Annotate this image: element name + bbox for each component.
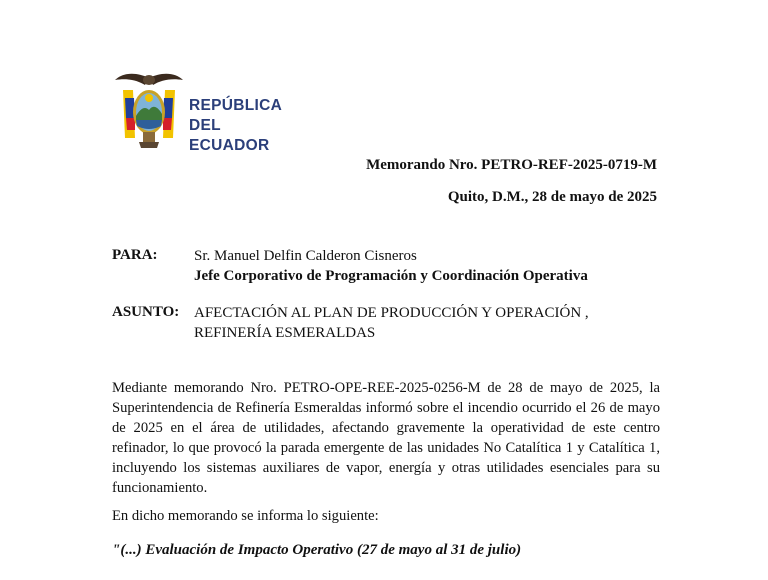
- body-paragraph-1: Mediante memorando Nro. PETRO-OPE-REE-2025-0256-M de 28 de mayo de 2025, la Superintendencia de Refinería Esmeraldas informó sobre el incendio ocurrido el 26 de mayo de 2025 en el área de utilidades, afectando gravemente la operatividad de este centro refinador, lo que provocó la parada emergente de las unidades No Catalítica 1 y Catalítica 1, incluyendo los sistemas auxiliares de vapor, energía y otras utilidades esenciales para su funcionamiento.: [112, 380, 660, 496]
- subject-line1: AFECTACIÓN AL PLAN DE PRODUCCIÓN Y OPERACIÓN ,: [194, 305, 589, 321]
- asunto-subject: [194, 303, 589, 343]
- para-label: PARA:: [112, 247, 158, 263]
- republic-of-ecuador-wordmark: [189, 96, 293, 156]
- coat-of-arms-logo: [113, 68, 293, 152]
- body-paragraph-2: En dicho memorando se informa lo siguiente:: [112, 508, 379, 524]
- subject-line2: REFINERÍA ESMERALDAS: [194, 325, 376, 341]
- logo-text-line2: DEL ECUADOR: [189, 117, 270, 154]
- para-recipient: [194, 246, 588, 286]
- memo-number: Memorando Nro. PETRO-REF-2025-0719-M: [366, 157, 657, 173]
- recipient-name: Sr. Manuel Delfin Calderon Cisneros: [194, 248, 417, 264]
- recipient-title: Jefe Corporativo de Programación y Coordinación Operativa: [194, 268, 588, 284]
- asunto-label: ASUNTO:: [112, 304, 180, 320]
- logo-text-line1: REPÚBLICA: [189, 97, 283, 114]
- ecuador-coat-of-arms-icon: [113, 68, 185, 152]
- memo-place-date: Quito, D.M., 28 de mayo de 2025: [447, 189, 657, 205]
- quote-heading: "(...) Evaluación de Impacto Operativo (27 de mayo al 31 de julio): [112, 542, 522, 558]
